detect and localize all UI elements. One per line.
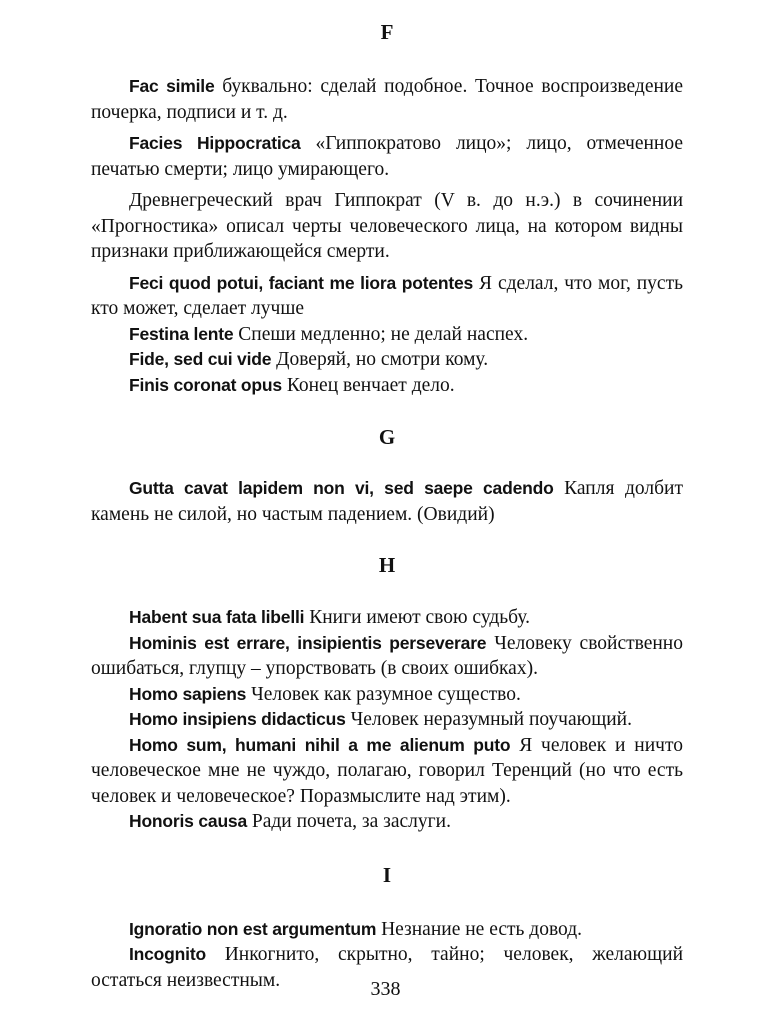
entry-text: Инкогнито, скрытно, тайно; человек, желающий остаться неизвестным. [91, 944, 684, 991]
entry [91, 74, 683, 125]
entry [91, 373, 683, 399]
entry [91, 188, 683, 265]
entry-term: Hominis est errare, insipientis perseverare [129, 632, 487, 653]
section-h [91, 551, 683, 835]
page-body [91, 18, 683, 993]
entry-term: Finis coronat opus [129, 374, 282, 395]
entry-text: Конец венчает дело. [286, 374, 455, 396]
section-letter: F [380, 20, 394, 44]
entry-text: Я человек и ничто человеческое мне не чуждо, полагаю, говорил Теренций (но что есть человек и человеческое? Поразмыслите над этим). [91, 734, 683, 807]
entry-term: Festina lente [129, 323, 234, 344]
entry-text: Человек неразумный поучающий. [350, 709, 632, 730]
entry-text: Древнегреческий врач Гиппократ (V в. до н.э.) в сочинении «Прогностика» описал черты человеческого лица, на котором видны признаки приближающейся смерти. [91, 190, 683, 262]
entry-text: Незнание не есть довод. [381, 918, 583, 940]
entry [91, 476, 683, 527]
entry-text: Я сделал, что мог, пусть кто может, сделает лучше [91, 272, 684, 319]
entry-text: Ради почета, за заслуги. [251, 811, 451, 832]
section-letter: G [378, 425, 396, 449]
entry [91, 631, 683, 682]
entry-text: Доверяй, но смотри кому. [276, 349, 489, 370]
entry [91, 322, 683, 348]
entry [91, 347, 683, 373]
section-letter: I [382, 862, 392, 887]
entry-text: Спеши медленно; не делай наспех. [238, 323, 529, 345]
entry-term: Homo insipiens didacticus [129, 709, 346, 729]
entry-text: Человеку свойственно ошибаться, глупцу – упорствовать (в своих ошибках). [91, 632, 683, 679]
entry-term: Ignoratio non est argumentum [129, 918, 377, 939]
entry-text: Человек как разумное существо. [251, 683, 521, 705]
entry-text: Капля долбит камень не силой, но частым падением. (Овидий) [91, 478, 684, 525]
entry [91, 917, 683, 943]
entry-text: Книги имеют свою судьбу. [309, 607, 531, 628]
entry-term: Fide, sed cui vide [129, 349, 272, 369]
page-number: 338 [370, 978, 401, 1000]
entry-term: Facies Hippocratica [129, 133, 301, 153]
entry-term: Honoris causa [129, 811, 247, 831]
entry [91, 707, 683, 733]
entry [91, 809, 683, 835]
entry-text: «Гиппократово лицо»; лицо, отмеченное печатью смерти; лицо умирающего. [91, 133, 683, 180]
entry-term: Homo sapiens [129, 683, 247, 704]
entry [91, 271, 683, 322]
section-letter: H [378, 553, 396, 577]
entry [91, 605, 683, 631]
section-f [91, 18, 683, 398]
entry [91, 682, 683, 708]
section-g [91, 423, 683, 527]
section-i [91, 861, 683, 994]
entry [91, 131, 683, 182]
entry-term: Fac simile [129, 76, 215, 96]
entry-term: Homo sum, humani nihil a me alienum puto [129, 734, 511, 755]
entry [91, 733, 683, 810]
entry-term: Incognito [129, 944, 206, 964]
entry-term: Habent sua fata libelli [129, 607, 305, 627]
entry-term: Gutta cavat lapidem non vi, sed saepe cadendo [129, 478, 554, 498]
entry-term: Feci quod potui, faciant me liora potentes [129, 272, 474, 293]
entry-text: буквально: сделай подобное. Точное воспроизведение почерка, подписи и т. д. [91, 76, 683, 123]
